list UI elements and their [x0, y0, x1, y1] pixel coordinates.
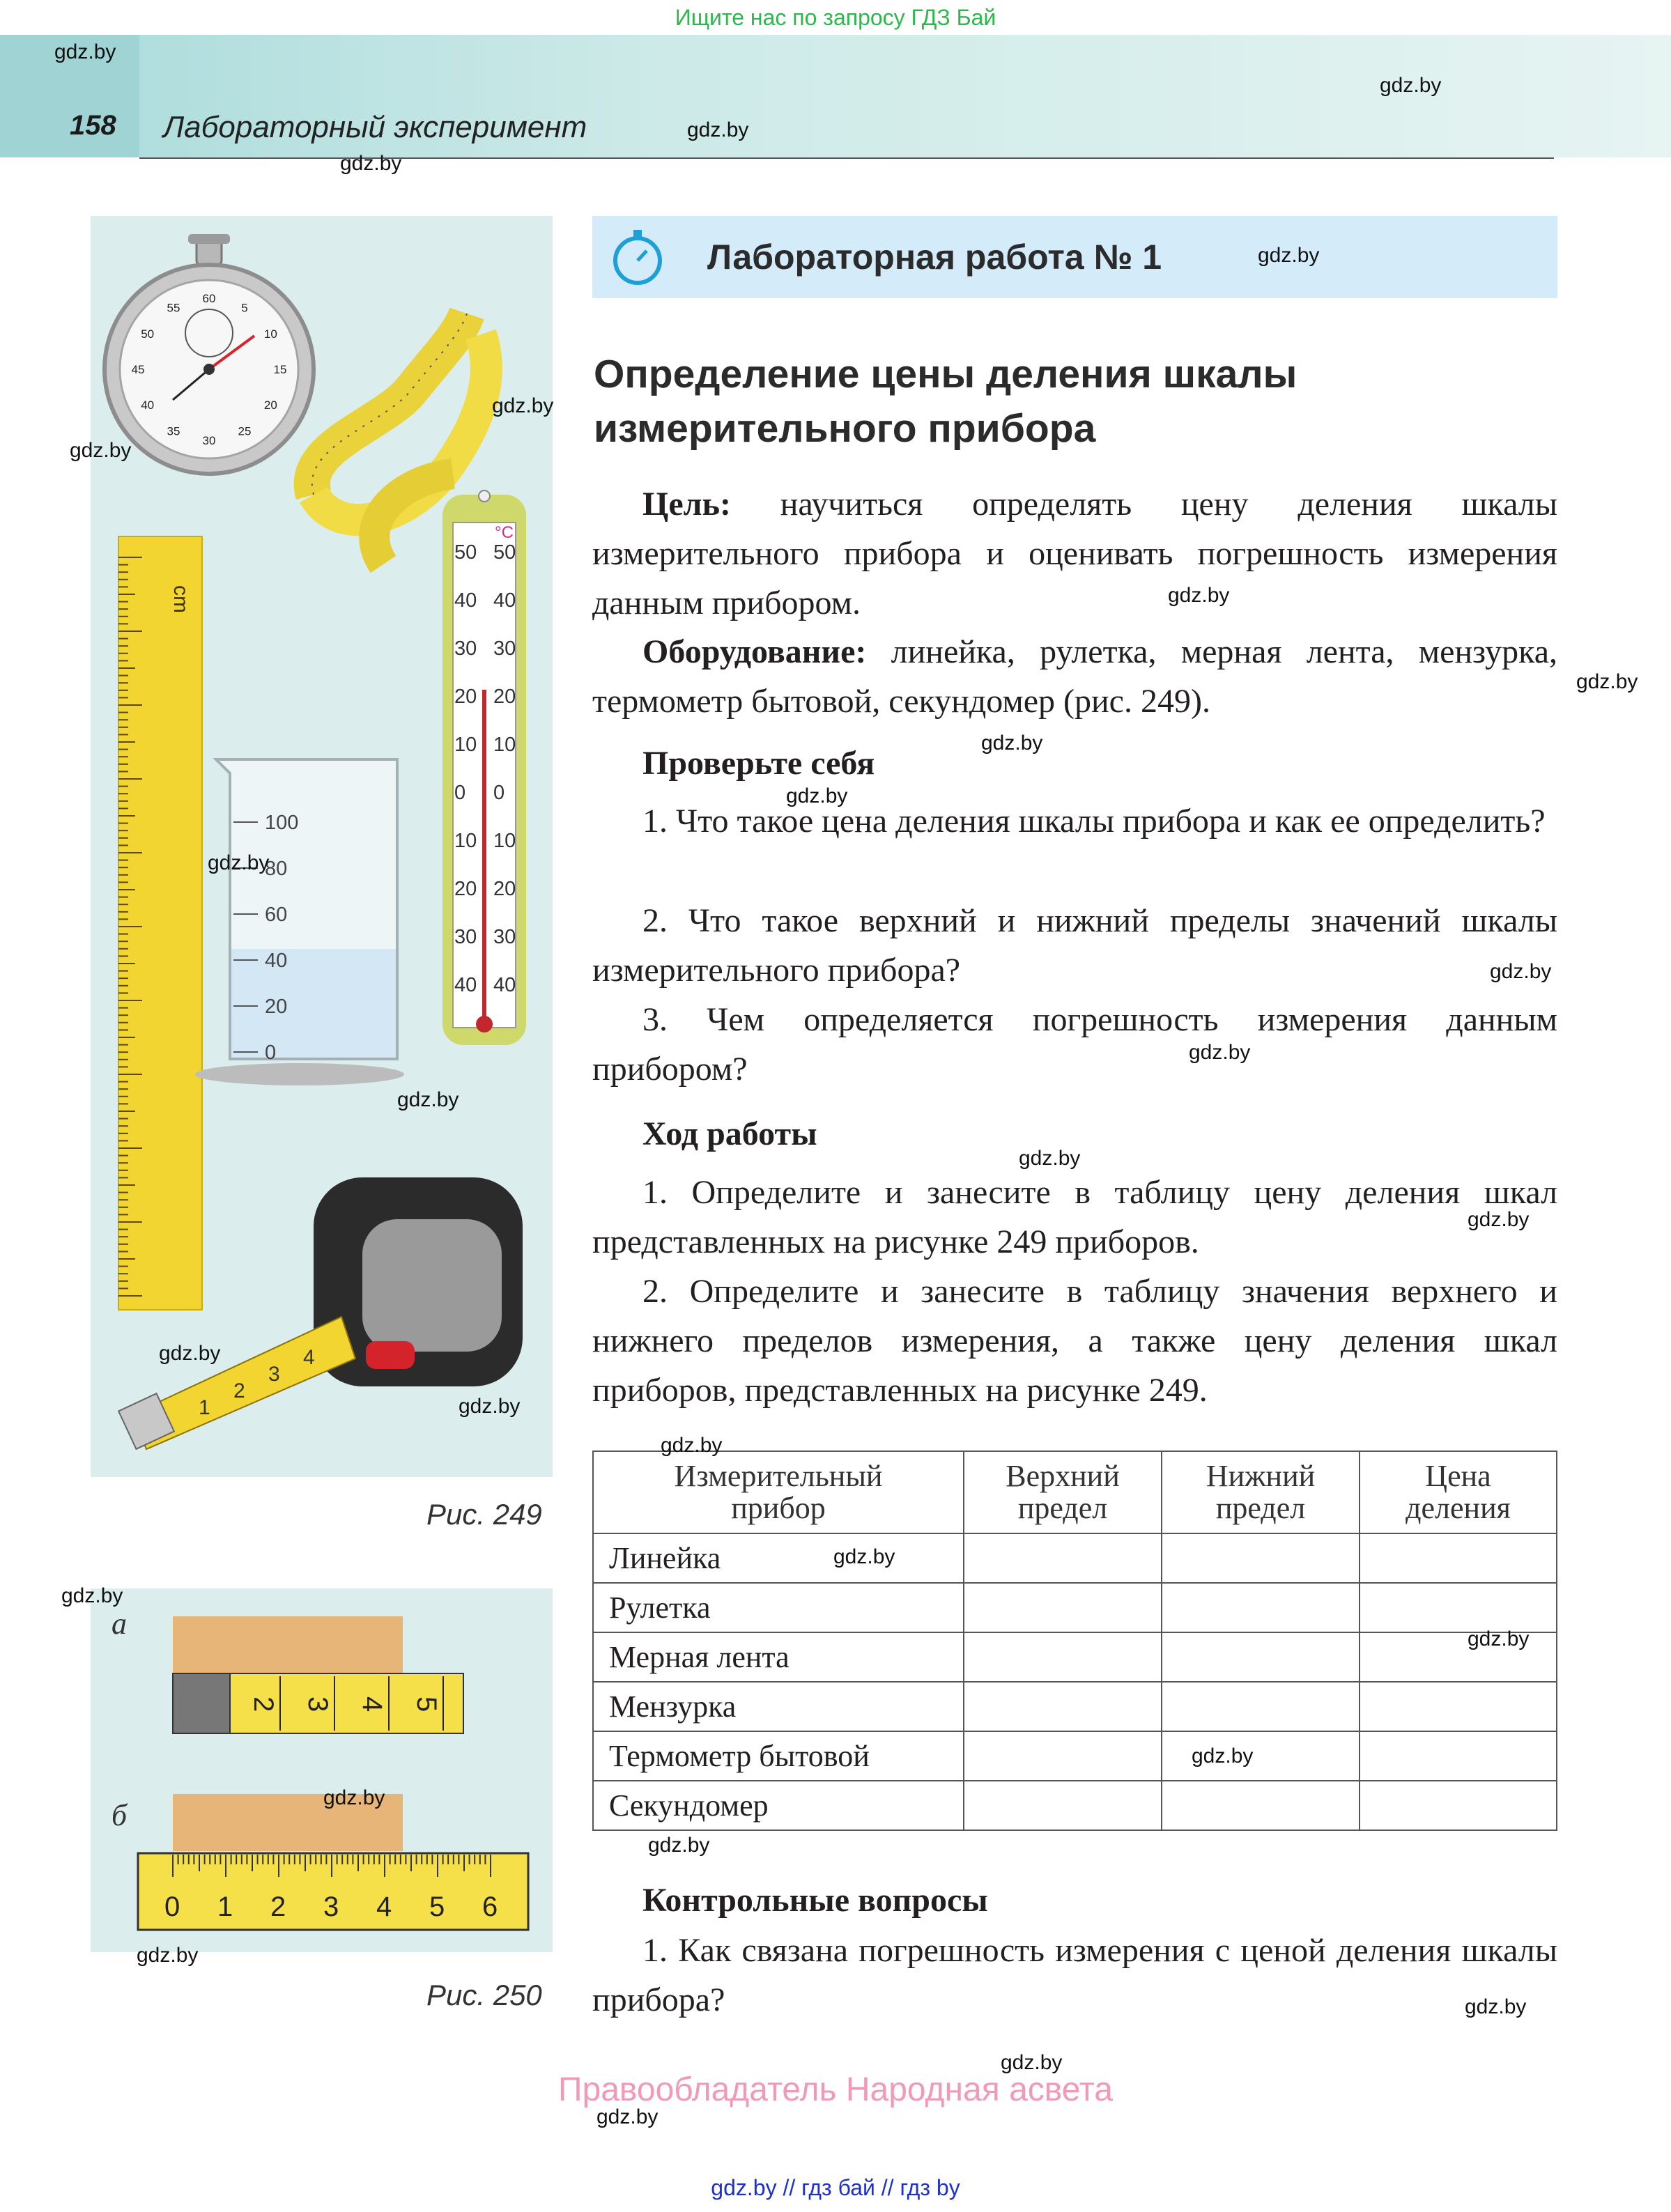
watermark: gdz.by	[833, 1545, 895, 1568]
tape-b-label: 2	[270, 1892, 286, 1922]
thermometer-scale-label: 50	[454, 541, 477, 564]
watermark: gdz.by	[786, 784, 848, 807]
stopwatch-dial-label: 60	[202, 292, 216, 305]
table-row	[593, 1632, 1557, 1682]
watermark: gdz.by	[137, 1944, 199, 1967]
figure-label-a: а	[111, 1607, 127, 1641]
procedure-step-2: 2. Определите и занесите в таблицу значения верхнего и нижнего пределов измерения, а также цену деления шкал приборов, представленных на рисунке 249.	[592, 1273, 1557, 1409]
lab-title: Лабораторная работа № 1	[707, 238, 1162, 277]
table-cell-empty[interactable]	[964, 1632, 1162, 1682]
tape-a-label: 5	[411, 1696, 442, 1712]
table-header-row	[593, 1451, 1557, 1533]
thermometer-scale-label: 30	[493, 926, 516, 948]
footer-links[interactable]: gdz.by // гдз бай // гдз by	[711, 2175, 960, 2200]
results-table	[592, 1451, 1557, 1831]
thermometer-scale-label: 20	[493, 686, 516, 708]
thermometer-scale-label: 40	[454, 974, 477, 996]
stopwatch-dial-label: 40	[141, 399, 155, 412]
table-cell-empty[interactable]	[1162, 1583, 1360, 1632]
figure-250	[91, 1588, 553, 1952]
goal-text: научиться определять цену деления шкалы измерительного прибора и оценивать погрешность измерения данным прибором.	[592, 486, 1558, 621]
watermark: gdz.by	[70, 439, 132, 462]
tape-b-label: 0	[164, 1892, 180, 1922]
watermark: gdz.by	[1576, 670, 1638, 693]
table-row	[593, 1682, 1557, 1731]
table-cell-instrument: Секундомер	[593, 1781, 964, 1830]
watermark: gdz.by	[1168, 584, 1230, 607]
watermark: gdz.by	[492, 394, 554, 417]
stopwatch-dial-label: 25	[238, 424, 252, 438]
watermark: gdz.by	[1189, 1041, 1251, 1064]
table-cell-empty[interactable]	[1162, 1533, 1360, 1583]
equipment-label: Оборудование:	[642, 633, 867, 670]
thermometer-scale-label: 30	[493, 637, 516, 660]
table-cell-instrument: Рулетка	[593, 1583, 964, 1632]
tape-b-label: 1	[217, 1892, 233, 1922]
watermark: gdz.by	[981, 732, 1043, 755]
table-cell-empty[interactable]	[1162, 1682, 1360, 1731]
thermometer-scale-label: 20	[454, 686, 477, 708]
thermometer-scale-label: 0	[493, 782, 505, 804]
table-row	[593, 1781, 1557, 1830]
table-header-lower-limit: Нижний предел	[1162, 1451, 1360, 1533]
work-title	[594, 347, 1555, 456]
table-cell-empty[interactable]	[1360, 1682, 1557, 1731]
watermark: gdz.by	[687, 118, 749, 141]
tape-b-label: 5	[429, 1892, 445, 1922]
cylinder-scale-label: 40	[265, 950, 288, 972]
goal-label: Цель:	[642, 486, 731, 523]
measuring-cylinder-icon	[195, 759, 404, 1085]
control-question-1: 1. Как связана погрешность измерения с ценой деления шкалы прибора?	[592, 1932, 1557, 2018]
cylinder-scale-label: 20	[265, 996, 288, 1018]
thermometer-scale-label: 10	[493, 734, 516, 756]
stopwatch-icon	[105, 234, 314, 474]
svg-text:°C: °C	[495, 523, 514, 542]
table-cell-empty[interactable]	[964, 1731, 1162, 1781]
equipment-text: линейка, рулетка, мерная лента, мензурка, термометр бытовой, секундомер (рис. 249).	[592, 633, 1557, 720]
thermometer-scale-label: 10	[493, 830, 516, 852]
stopwatch-dial-label: 5	[241, 301, 248, 315]
table-cell-empty[interactable]	[964, 1781, 1162, 1830]
thermometer-scale-label: 30	[454, 637, 477, 660]
table-cell-empty[interactable]	[1360, 1533, 1557, 1583]
table-header-division-value: Цена деления	[1360, 1451, 1557, 1533]
table-cell-empty[interactable]	[1360, 1781, 1557, 1830]
stopwatch-dial-label: 30	[202, 434, 216, 447]
watermark: gdz.by	[1465, 1995, 1527, 2018]
table-row	[593, 1533, 1557, 1583]
figure-249	[91, 216, 553, 1477]
thermometer-scale-label: 30	[454, 926, 477, 948]
work-title-line-1: Определение цены деления шкалы	[594, 352, 1297, 396]
table-cell-empty[interactable]	[964, 1583, 1162, 1632]
page-number: 158	[70, 110, 116, 141]
table-cell-instrument: Термометр бытовой	[593, 1731, 964, 1781]
work-title-line-2: измерительного прибора	[594, 406, 1096, 451]
thermometer-scale-label: 20	[493, 878, 516, 900]
check-question-1: 1. Что такое цена деления шкалы прибора и как ее определить?	[642, 803, 1546, 840]
thermometer-scale-label: 40	[493, 974, 516, 996]
tape-a-label: 2	[248, 1696, 279, 1712]
stopwatch-dial-label: 35	[167, 424, 180, 438]
table-cell-empty[interactable]	[964, 1682, 1162, 1731]
cylinder-scale-label: 60	[265, 904, 288, 926]
running-head: Лабораторный эксперимент	[163, 110, 587, 144]
table-cell-empty[interactable]	[1162, 1781, 1360, 1830]
watermark: gdz.by	[54, 40, 116, 63]
watermark: gdz.by	[1019, 1147, 1081, 1170]
thermometer-scale-label: 40	[454, 589, 477, 612]
stopwatch-dial-label: 55	[167, 301, 180, 315]
equipment-paragraph	[592, 627, 1557, 726]
table-header-upper-limit: Верхний предел	[964, 1451, 1162, 1533]
procedure-step-1: 1. Определите и занесите в таблицу цену деления шкал представленных на рисунке 249 приборов.	[592, 1174, 1557, 1260]
thermometer-scale-label: 40	[493, 589, 516, 612]
table-cell-instrument: Мензурка	[593, 1682, 964, 1731]
ruler-icon	[118, 536, 202, 1310]
tape-measure-label: 1	[199, 1396, 210, 1419]
figure-249-drawing	[91, 216, 553, 1477]
table-cell-empty[interactable]	[1360, 1583, 1557, 1632]
goal-paragraph	[592, 479, 1557, 628]
watermark: gdz.by	[208, 851, 270, 874]
watermark: gdz.by	[661, 1434, 723, 1457]
thermometer-scale-label: 10	[454, 830, 477, 852]
watermark: gdz.by	[1001, 2051, 1063, 2074]
watermark: gdz.by	[459, 1395, 521, 1418]
table-cell-empty[interactable]	[964, 1533, 1162, 1583]
cylinder-scale-label: 80	[265, 858, 288, 880]
figure-250-caption: Рис. 250	[426, 1979, 542, 2011]
cylinder-scale-label: 0	[265, 1042, 277, 1064]
table-cell-empty[interactable]	[1162, 1632, 1360, 1682]
watermark: gdz.by	[1468, 1208, 1530, 1231]
stopwatch-dial-label: 50	[141, 327, 155, 341]
stopwatch-icon	[606, 226, 669, 288]
stopwatch-dial-label: 15	[273, 363, 287, 376]
figure-250-drawing	[91, 1588, 553, 1952]
table-cell-instrument: Мерная лента	[593, 1632, 964, 1682]
procedure-title: Ход работы	[642, 1115, 817, 1152]
copyright-notice: Правообладатель Народная асвета	[558, 2071, 1113, 2108]
tape-measure-label: 3	[268, 1363, 280, 1386]
figure-249-caption: Рис. 249	[426, 1498, 542, 1531]
watermark: gdz.by	[340, 152, 402, 175]
figure-label-b: б	[111, 1798, 128, 1832]
table-header-instrument: Измерительный прибор	[593, 1451, 964, 1533]
table-cell-empty[interactable]	[1360, 1731, 1557, 1781]
watermark: gdz.by	[1468, 1627, 1530, 1650]
watermark: gdz.by	[61, 1584, 123, 1607]
thermometer-scale-label: 20	[454, 878, 477, 900]
table-row	[593, 1731, 1557, 1781]
watermark: gdz.by	[1490, 960, 1552, 983]
watermark: gdz.by	[397, 1088, 459, 1111]
ruler-unit: cm	[169, 585, 192, 613]
tape-a-label: 4	[357, 1696, 387, 1712]
thermometer-scale-label: 10	[454, 734, 477, 756]
tape-measure-label: 2	[233, 1379, 245, 1402]
check-title: Проверьте себя	[642, 745, 875, 782]
stopwatch-dial-label: 45	[131, 363, 145, 376]
watermark: gdz.by	[159, 1342, 221, 1365]
thermometer-scale-label: 0	[454, 782, 466, 804]
tape-b-label: 6	[482, 1892, 498, 1922]
watermark: gdz.by	[1258, 244, 1320, 267]
table-cell-instrument: Линейка	[593, 1533, 964, 1583]
control-title: Контрольные вопросы	[642, 1882, 988, 1919]
tape-b-label: 4	[376, 1892, 392, 1922]
thermometer-scale-label: 50	[493, 541, 516, 564]
top-banner: Ищите нас по запросу ГДЗ Бай	[675, 5, 996, 30]
tape-b-label: 3	[323, 1892, 339, 1922]
cylinder-scale-label: 100	[265, 812, 299, 834]
tape-measure-label: 4	[303, 1346, 315, 1369]
stopwatch-dial-label: 20	[263, 399, 277, 412]
watermark: gdz.by	[323, 1786, 385, 1809]
stopwatch-dial-label: 10	[263, 327, 277, 341]
watermark: gdz.by	[596, 2105, 659, 2128]
tape-a-label: 3	[302, 1696, 333, 1712]
watermark: gdz.by	[1192, 1745, 1254, 1768]
watermark: gdz.by	[1380, 74, 1442, 97]
thermometer-icon	[442, 490, 526, 1045]
check-question-2: 2. Что такое верхний и нижний пределы значений шкалы измерительного прибора?	[592, 902, 1557, 989]
table-row	[593, 1583, 1557, 1632]
check-question-3: 3. Чем определяется погрешность измерения данным прибором?	[592, 1001, 1557, 1088]
watermark: gdz.by	[648, 1834, 710, 1857]
